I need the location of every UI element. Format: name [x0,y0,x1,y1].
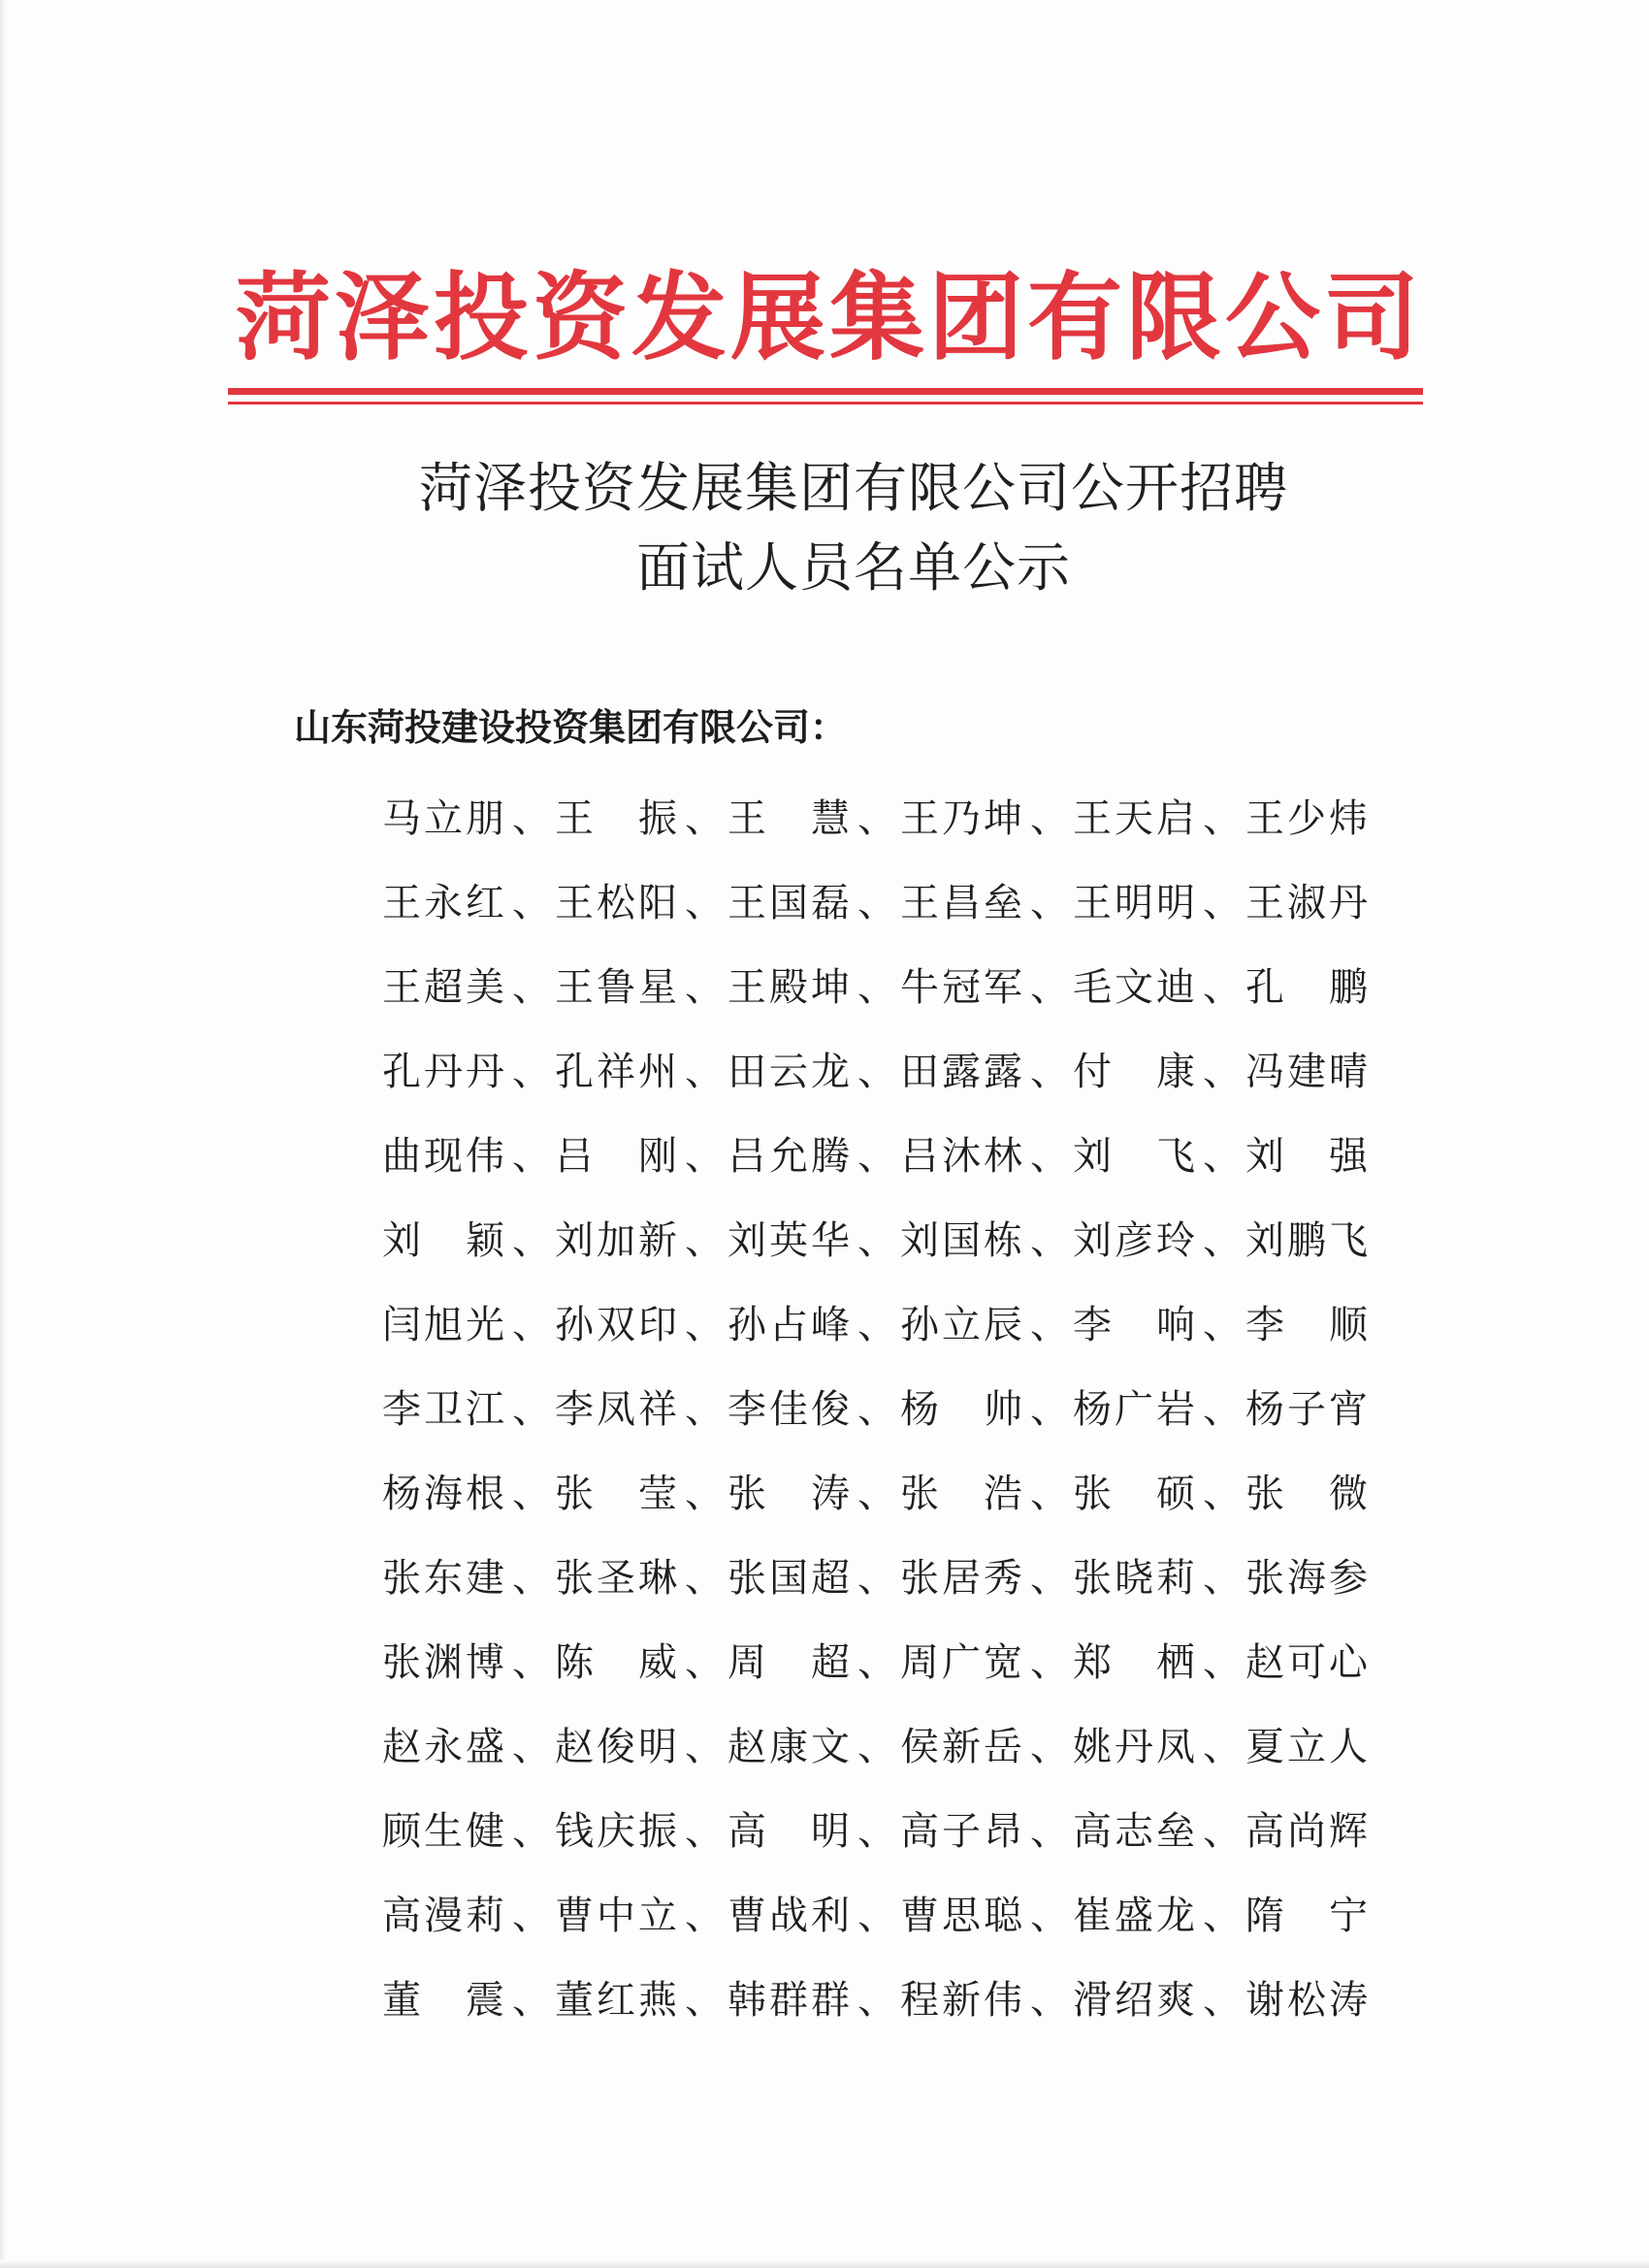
person-name: 张晓莉 [1073,1555,1195,1601]
name-entry [555,1046,728,1098]
notice-title-line-1: 菏泽投资发展集团有限公司公开招聘 [418,457,1288,519]
name-entry [900,877,1073,929]
name-entry [728,1215,900,1267]
name-entry [382,1299,555,1351]
person-name: 郑 栖 [1073,1639,1195,1685]
name-separator: 、 [1030,1471,1069,1516]
name-entry [1245,1299,1381,1351]
scan-left-edge [0,0,6,2268]
name-separator: 、 [512,1049,551,1094]
person-name: 牛冠军 [900,964,1022,1010]
section-heading: 山东菏投建设投资集团有限公司： [294,706,848,749]
name-entry [382,877,555,929]
name-entry [382,1805,555,1858]
name-entry [382,1383,555,1436]
name-separator: 、 [685,880,724,925]
name-entry [555,1552,728,1604]
name-separator: 、 [857,1133,896,1179]
person-name: 王鲁星 [555,964,677,1010]
name-entry [900,961,1073,1014]
name-entry [728,1130,900,1183]
name-entry [1073,1890,1245,1942]
name-entry [555,1890,728,1942]
name-separator: 、 [857,964,896,1010]
person-name: 田露露 [900,1049,1022,1094]
person-name: 程新伟 [900,1977,1022,2023]
name-separator: 、 [857,1386,896,1432]
person-name: 田云龙 [728,1049,850,1094]
name-entry [1073,1299,1245,1351]
person-name: 周广宽 [900,1639,1022,1685]
name-entry [1245,1721,1381,1773]
person-name: 侯新岳 [900,1724,1022,1769]
name-separator: 、 [685,1639,724,1685]
name-entry [1245,877,1381,929]
person-name: 刘 飞 [1073,1133,1195,1179]
name-row [382,1536,1381,1620]
name-row [382,1704,1381,1789]
name-row [382,1451,1381,1536]
person-name: 张 浩 [900,1471,1022,1516]
person-name: 张 莹 [555,1471,677,1516]
name-separator: 、 [1030,1049,1069,1094]
person-name: 杨海根 [382,1471,504,1516]
person-name: 王松阳 [555,880,677,925]
name-entry [1245,1805,1381,1858]
person-name: 吕允腾 [728,1133,850,1179]
name-row [382,1029,1381,1114]
person-name: 赵俊明 [555,1724,677,1769]
person-name: 张 微 [1245,1471,1368,1516]
name-separator: 、 [512,1893,551,1938]
person-name: 高漫莉 [382,1893,504,1938]
name-separator: 、 [857,1555,896,1601]
name-entry [728,1552,900,1604]
person-name: 曲现伟 [382,1133,504,1179]
name-separator: 、 [512,1302,551,1347]
name-entry [1245,1974,1381,2026]
name-row [382,776,1381,860]
name-separator: 、 [857,1724,896,1769]
name-separator: 、 [857,1639,896,1685]
name-separator: 、 [1030,1724,1069,1769]
name-separator: 、 [1030,1133,1069,1179]
name-entry [382,1636,555,1689]
name-entry [382,1215,555,1267]
name-separator: 、 [1030,1217,1069,1263]
person-name: 刘加新 [555,1217,677,1263]
name-entry [1245,1046,1381,1098]
name-entry [728,1805,900,1858]
scan-bottom-edge [0,2260,1649,2268]
name-separator: 、 [1030,1977,1069,2023]
name-entry [900,1974,1073,2026]
person-name: 董 震 [382,1977,504,2023]
name-separator: 、 [685,1386,724,1432]
name-entry [728,1299,900,1351]
name-separator: 、 [857,1893,896,1938]
person-name: 刘英华 [728,1217,850,1263]
person-name: 王 慧 [728,795,850,841]
name-entry [900,1215,1073,1267]
name-entry [900,1636,1073,1689]
person-name: 张国超 [728,1555,850,1601]
person-name: 孙占峰 [728,1302,850,1347]
name-entry [382,1468,555,1520]
name-entry [900,793,1073,845]
name-entry [900,1721,1073,1773]
name-separator: 、 [685,795,724,841]
person-name: 王殿坤 [728,964,850,1010]
person-name: 刘国栋 [900,1217,1022,1263]
name-separator: 、 [512,1808,551,1854]
name-separator: 、 [1203,1977,1242,2023]
name-separator: 、 [512,1386,551,1432]
person-name: 李 响 [1073,1302,1195,1347]
name-entry [1073,1046,1245,1098]
name-separator: 、 [512,1639,551,1685]
name-separator: 、 [857,1302,896,1347]
person-name: 杨广岩 [1073,1386,1195,1432]
name-separator: 、 [512,1471,551,1516]
person-name: 孔丹丹 [382,1049,504,1094]
person-name: 张圣琳 [555,1555,677,1601]
interviewee-name-list [382,776,1381,2042]
name-separator: 、 [685,1977,724,2023]
name-separator: 、 [857,1049,896,1094]
name-entry [728,793,900,845]
name-row [382,1873,1381,1958]
person-name: 顾生健 [382,1808,504,1854]
person-name: 刘鹏飞 [1245,1217,1368,1263]
name-entry [728,1974,900,2026]
person-name: 刘 颖 [382,1217,504,1263]
name-separator: 、 [1203,1049,1242,1094]
name-entry [900,1383,1073,1436]
name-entry [1245,1552,1381,1604]
person-name: 孔祥州 [555,1049,677,1094]
name-separator: 、 [1203,1808,1242,1854]
name-separator: 、 [512,1555,551,1601]
person-name: 付 康 [1073,1049,1195,1094]
name-row [382,945,1381,1029]
person-name: 冯建晴 [1245,1049,1368,1094]
person-name: 王天启 [1073,795,1195,841]
name-separator: 、 [512,795,551,841]
person-name: 刘 强 [1245,1133,1368,1179]
person-name: 毛文迪 [1073,964,1195,1010]
person-name: 张海参 [1245,1555,1368,1601]
person-name: 赵可心 [1245,1639,1368,1685]
name-separator: 、 [1030,1555,1069,1601]
notice-title-line-2: 面试人员名单公示 [635,536,1071,599]
name-entry [1073,1383,1245,1436]
name-separator: 、 [1203,1302,1242,1347]
name-separator: 、 [857,1808,896,1854]
person-name: 谢松涛 [1245,1977,1368,2023]
name-entry [728,1721,900,1773]
name-separator: 、 [1203,1217,1242,1263]
person-name: 张居秀 [900,1555,1022,1601]
name-separator: 、 [685,1133,724,1179]
name-separator: 、 [512,1217,551,1263]
person-name: 赵康文 [728,1724,850,1769]
person-name: 王超美 [382,964,504,1010]
name-separator: 、 [1030,795,1069,841]
company-name-banner: 菏泽投资发展集团有限公司 [235,262,1423,373]
name-separator: 、 [685,1808,724,1854]
name-entry [1073,877,1245,929]
person-name: 周 超 [728,1639,850,1685]
person-name: 孙立辰 [900,1302,1022,1347]
name-entry [1073,793,1245,845]
name-separator: 、 [1030,1808,1069,1854]
person-name: 孔 鹏 [1245,964,1368,1010]
name-entry [382,1974,555,2026]
name-entry [555,1130,728,1183]
name-separator: 、 [1030,964,1069,1010]
person-name: 杨子宵 [1245,1386,1368,1432]
person-name: 曹中立 [555,1893,677,1938]
name-row [382,1620,1381,1704]
name-separator: 、 [512,880,551,925]
name-entry [1073,1805,1245,1858]
person-name: 张 硕 [1073,1471,1195,1516]
name-separator: 、 [685,964,724,1010]
person-name: 王永红 [382,880,504,925]
name-separator: 、 [857,880,896,925]
name-entry [1245,961,1381,1014]
letterhead [223,260,1436,376]
name-entry [555,877,728,929]
person-name: 高子昂 [900,1808,1022,1854]
person-name: 董红燕 [555,1977,677,2023]
person-name: 曹思聪 [900,1893,1022,1938]
name-entry [1245,1215,1381,1267]
person-name: 王 振 [555,795,677,841]
person-name: 高志垒 [1073,1808,1195,1854]
person-name: 张渊博 [382,1639,504,1685]
name-separator: 、 [1030,1639,1069,1685]
name-separator: 、 [685,1893,724,1938]
name-separator: 、 [1203,1724,1242,1769]
name-entry [1245,1468,1381,1520]
name-row [382,860,1381,945]
name-entry [1245,1383,1381,1436]
name-entry [382,961,555,1014]
person-name: 崔盛龙 [1073,1893,1195,1938]
person-name: 夏立人 [1245,1724,1368,1769]
name-separator: 、 [857,795,896,841]
person-name: 赵永盛 [382,1724,504,1769]
person-name: 孙双印 [555,1302,677,1347]
name-separator: 、 [1203,880,1242,925]
name-entry [555,1805,728,1858]
name-entry [555,961,728,1014]
name-separator: 、 [857,1471,896,1516]
name-separator: 、 [1203,1471,1242,1516]
name-separator: 、 [685,1555,724,1601]
name-separator: 、 [1203,795,1242,841]
name-separator: 、 [1203,964,1242,1010]
name-entry [555,1215,728,1267]
person-name: 王少炜 [1245,795,1368,841]
name-entry [382,793,555,845]
name-entry [1073,1974,1245,2026]
name-entry [382,1890,555,1942]
name-separator: 、 [857,1977,896,2023]
person-name: 曹战利 [728,1893,850,1938]
name-row [382,1198,1381,1282]
name-entry [900,1130,1073,1183]
name-entry [555,1636,728,1689]
name-row [382,1282,1381,1367]
name-entry [382,1046,555,1098]
name-entry [728,1636,900,1689]
person-name: 张东建 [382,1555,504,1601]
person-name: 杨 帅 [900,1386,1022,1432]
person-name: 王国磊 [728,880,850,925]
name-entry [1073,1130,1245,1183]
person-name: 高 明 [728,1808,850,1854]
name-entry [382,1721,555,1773]
name-entry [1073,1468,1245,1520]
name-entry [1245,1890,1381,1942]
name-separator: 、 [1030,1893,1069,1938]
name-entry [900,1468,1073,1520]
name-separator: 、 [512,1724,551,1769]
person-name: 王明明 [1073,880,1195,925]
person-name: 李佳俊 [728,1386,850,1432]
name-separator: 、 [512,1133,551,1179]
name-entry [555,1383,728,1436]
letterhead-rule-thin [228,402,1423,405]
name-separator: 、 [1203,1555,1242,1601]
name-entry [728,877,900,929]
name-entry [900,1552,1073,1604]
name-row [382,1114,1381,1198]
notice-title [242,448,1465,607]
name-entry [1073,1636,1245,1689]
name-separator: 、 [1203,1639,1242,1685]
name-entry [728,1468,900,1520]
person-name: 陈 威 [555,1639,677,1685]
name-row [382,1789,1381,1873]
name-entry [1073,1215,1245,1267]
name-entry [555,1468,728,1520]
name-separator: 、 [512,1977,551,2023]
name-entry [728,961,900,1014]
name-entry [728,1046,900,1098]
name-entry [555,1721,728,1773]
name-separator: 、 [1030,880,1069,925]
person-name: 王淑丹 [1245,880,1368,925]
name-entry [1245,793,1381,845]
person-name: 王乃坤 [900,795,1022,841]
name-separator: 、 [685,1302,724,1347]
person-name: 钱庆振 [555,1808,677,1854]
person-name: 李 顺 [1245,1302,1368,1347]
name-separator: 、 [1030,1302,1069,1347]
name-entry [382,1552,555,1604]
name-entry [900,1890,1073,1942]
name-separator: 、 [1203,1133,1242,1179]
name-row [382,1958,1381,2042]
person-name: 李凤祥 [555,1386,677,1432]
person-name: 刘彦玲 [1073,1217,1195,1263]
name-entry [1073,1552,1245,1604]
name-entry [900,1046,1073,1098]
letterhead-rule-thick [228,388,1423,395]
name-entry [728,1383,900,1436]
person-name: 张 涛 [728,1471,850,1516]
name-separator: 、 [685,1217,724,1263]
name-entry [555,1974,728,2026]
name-separator: 、 [685,1724,724,1769]
name-separator: 、 [857,1217,896,1263]
person-name: 滑绍爽 [1073,1977,1195,2023]
person-name: 马立朋 [382,795,504,841]
name-entry [1073,961,1245,1014]
name-separator: 、 [1203,1386,1242,1432]
person-name: 韩群群 [728,1977,850,2023]
name-entry [900,1805,1073,1858]
person-name: 李卫江 [382,1386,504,1432]
name-entry [1245,1130,1381,1183]
person-name: 高尚辉 [1245,1808,1368,1854]
name-entry [555,793,728,845]
name-separator: 、 [1030,1386,1069,1432]
name-separator: 、 [512,964,551,1010]
name-separator: 、 [1203,1893,1242,1938]
person-name: 吕 刚 [555,1133,677,1179]
name-entry [1073,1721,1245,1773]
name-entry [1245,1636,1381,1689]
name-row [382,1367,1381,1451]
person-name: 王昌垒 [900,880,1022,925]
name-separator: 、 [685,1049,724,1094]
name-entry [555,1299,728,1351]
name-separator: 、 [685,1471,724,1516]
name-entry [382,1130,555,1183]
name-entry [900,1299,1073,1351]
person-name: 吕沐林 [900,1133,1022,1179]
person-name: 隋 宁 [1245,1893,1368,1938]
name-entry [728,1890,900,1942]
person-name: 闫旭光 [382,1302,504,1347]
person-name: 姚丹凤 [1073,1724,1195,1769]
